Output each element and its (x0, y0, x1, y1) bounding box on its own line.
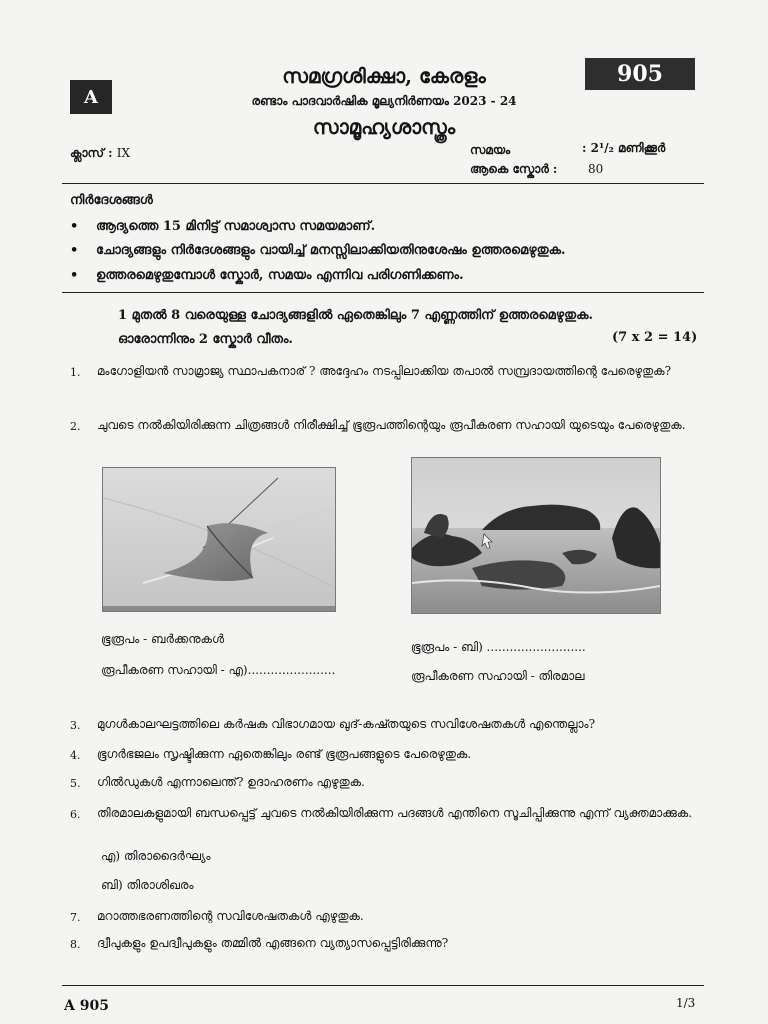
question-text: മറാത്തഭരണത്തിന്റെ സവിശേഷതകൾ എഴുതുക. (97, 909, 364, 923)
footer-code: A 905 (64, 998, 109, 1014)
left-agent-caption: രൂപീകരണ സഹായി - എ)....................... (101, 663, 336, 677)
bullet-icon: • (70, 219, 79, 234)
page-number: 1/3 (676, 996, 696, 1010)
section-marks: (7 x 2 = 14) (612, 330, 698, 345)
question-number: 2. (70, 420, 81, 433)
footer-divider (62, 985, 704, 986)
set-label: A (70, 80, 112, 114)
q6-option-a: എ) തിരാദൈർഘ്യം (101, 849, 211, 863)
bullet-icon: • (70, 243, 79, 258)
bullet-icon: • (70, 268, 79, 283)
question-text: ദ്വീപുകളും ഉപദ്വീപുകളും തമ്മിൽ എങ്ങനെ വ്യത്യാസപ്പെട്ടിരിക്കുന്നു? (97, 936, 449, 950)
instruction-item: • ആദ്യത്തെ 15 മിനിട്ട് സമാശ്വാസ സമയമാണ്. (70, 219, 376, 234)
right-landform-caption: ഭൂരൂപം - ബി) .......................... (411, 640, 586, 654)
barchan-dune-image (102, 467, 336, 612)
question-text: ചുവടെ നൽകിയിരിക്കുന്ന ചിത്രങ്ങൾ നിരീക്ഷിച്ച് ഭൂരൂപത്തിന്റെയും രൂപീകരണ സഹായി യുടെയും പേരെഴുതുക. (97, 418, 686, 432)
question-number: 3. (70, 719, 81, 732)
instructions-divider (62, 292, 704, 293)
organization-title: സമഗ്രശിക്ഷാ, കേരളം (282, 64, 486, 88)
class-value: IX (116, 146, 131, 160)
header-divider (62, 183, 704, 184)
class-label: ക്ലാസ് : (70, 146, 113, 160)
question-number: 5. (70, 777, 81, 790)
sea-stack-image (411, 457, 661, 614)
section-score-note: ഓരോന്നിനും 2 സ്കോർ വീതം. (118, 332, 293, 347)
instructions-title: നിർദേശങ്ങൾ (70, 193, 153, 208)
question-number: 6. (70, 808, 81, 821)
class-info (70, 146, 130, 161)
question-text: തിരമാലകളുമായി ബന്ധപ്പെട്ട് ചുവടെ നൽകിയിരിക്കുന്ന പദങ്ങൾ എന്തിനെ സൂചിപ്പിക്കുന്നു എന്ന് വ്യക്തമാക്കുക. (97, 806, 693, 820)
question-text: മംഗോളിയൻ സാമ്രാജ്യ സ്ഥാപകനാര് ? അദ്ദേഹം നടപ്പിലാക്കിയ തപാൽ സമ്പ്രദായത്തിന്റെ പേരെഴുതുക? (97, 364, 672, 378)
question-text: മുഗൾകാലഘട്ടത്തിലെ കർഷക വിഭാഗമായ ഖുദ്-കഷ്തയുടെ സവിശേഷതകൾ എന്തെല്ലാം? (97, 717, 596, 731)
q6-option-b: ബി) തിരാശിഖരം (101, 878, 194, 892)
question-text: ഭൂഗർഭജലം സൃഷ്ടിക്കുന്ന ഏതെങ്കിലും രണ്ട് ഭൂരൂപങ്ങളുടെ പേരെഴുതുക. (97, 747, 472, 761)
subject-title: സാമൂഹ്യശാസ്ത്രം (312, 115, 456, 139)
left-landform-caption: ഭൂരൂപം - ബർക്കനുകൾ (101, 632, 225, 646)
question-text: ഗിൽഡുകൾ എന്നാലെന്ത്? ഉദാഹരണം എഴുതുക. (97, 775, 365, 789)
instruction-item: • ഉത്തരമെഴുതുമ്പോൾ സ്കോർ, സമയം എന്നിവ പരിഗണിക്കണം. (70, 268, 464, 283)
score-label: ആകെ സ്കോർ : (470, 162, 558, 176)
paper-code: 905 (585, 58, 695, 90)
question-number: 1. (70, 366, 81, 379)
section-instruction: 1 മുതൽ 8 വരെയുള്ള ചോദ്യങ്ങളിൽ ഏതെങ്കിലും 7 എണ്ണത്തിന് ഉത്തരമെഴുതുക. (118, 308, 593, 323)
question-number: 7. (70, 911, 81, 924)
right-agent-caption: രൂപീകരണ സഹായി - തിരമാല (411, 669, 585, 683)
exam-title: രണ്ടാം പാദവാർഷിക മൂല്യനിർണയം 2023 - 24 (251, 94, 517, 108)
time-value: : 2¹/₂ മണിക്കൂർ (582, 141, 666, 155)
question-number: 8. (70, 938, 81, 951)
instruction-item: • ചോദ്യങ്ങളും നിർദേശങ്ങളും വായിച്ച് മനസ്സിലാക്കിയതിനുശേഷം ഉത്തരമെഴുതുക. (70, 243, 566, 258)
score-value: 80 (588, 162, 604, 176)
time-label: സമയം (470, 143, 511, 157)
question-number: 4. (70, 749, 81, 762)
